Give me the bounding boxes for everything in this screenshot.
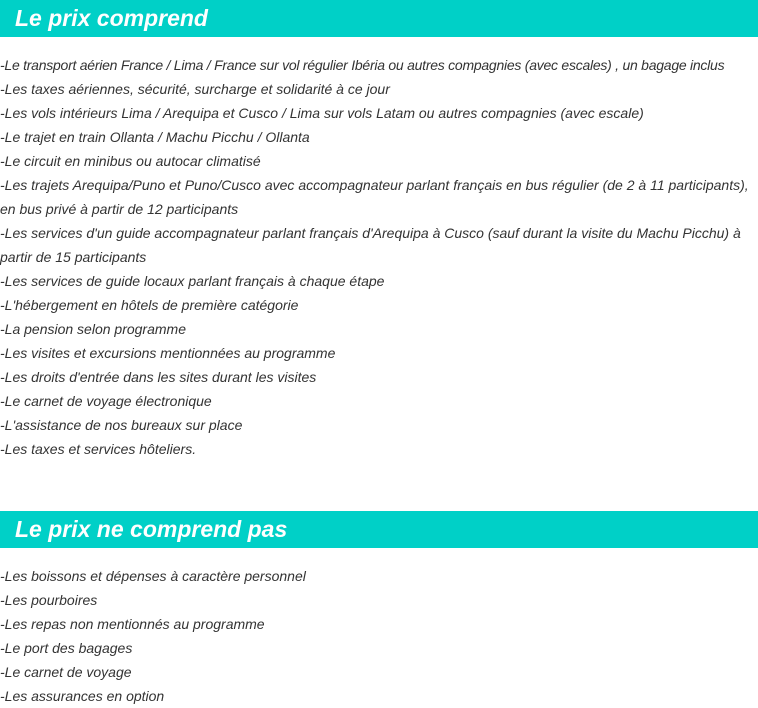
list-item: -Les vols intérieurs Lima / Arequipa et Cusco / Lima sur vols Latam ou autres compagnies (avec escale) [0, 105, 644, 121]
excluded-section-title: Le prix ne comprend pas [0, 511, 758, 548]
list-item: -Les pourboires [0, 592, 98, 608]
list-item: -Les visites et excursions mentionnées au programme [0, 345, 336, 361]
list-item: -Les boissons et dépenses à caractère personnel [0, 568, 306, 584]
included-section-title: Le prix comprend [0, 0, 758, 37]
list-item: -Les services de guide locaux parlant français à chaque étape [0, 273, 385, 289]
list-item: -L'assistance de nos bureaux sur place [0, 417, 243, 433]
list-item: -L'hébergement en hôtels de première catégorie [0, 297, 299, 313]
list-item: -Le circuit en minibus ou autocar climatisé [0, 153, 261, 169]
list-item: -Les services d'un guide accompagnateur parlant français d'Arequipa à Cusco (sauf durant la visite du Machu Picchu) à partir de 15 participants [0, 225, 741, 265]
list-item: -Le trajet en train Ollanta / Machu Picchu / Ollanta [0, 129, 310, 145]
list-item: -Les assurances en option [0, 688, 165, 704]
list-item: -La pension selon programme [0, 321, 186, 337]
excluded-list [0, 564, 758, 708]
list-item: -Les trajets Arequipa/Puno et Puno/Cusco avec accompagnateur parlant français en bus régulier (de 2 à 11 participants), en bus privé à partir de 12 participants [0, 177, 749, 217]
list-item: -Les taxes aériennes, sécurité, surcharge et solidarité à ce jour [0, 81, 390, 97]
list-item: -Le port des bagages [0, 640, 133, 656]
list-item: -Les droits d'entrée dans les sites durant les visites [0, 369, 317, 385]
included-list [0, 53, 758, 461]
list-item: -Le carnet de voyage électronique [0, 393, 212, 409]
list-item: -Les taxes et services hôteliers. [0, 441, 197, 457]
list-item: -Le transport aérien France / Lima / France sur vol régulier Ibéria ou autres compagnies (avec escales) , un bagage inclus [0, 57, 725, 73]
list-item: -Les repas non mentionnés au programme [0, 616, 265, 632]
list-item: -Le carnet de voyage [0, 664, 132, 680]
